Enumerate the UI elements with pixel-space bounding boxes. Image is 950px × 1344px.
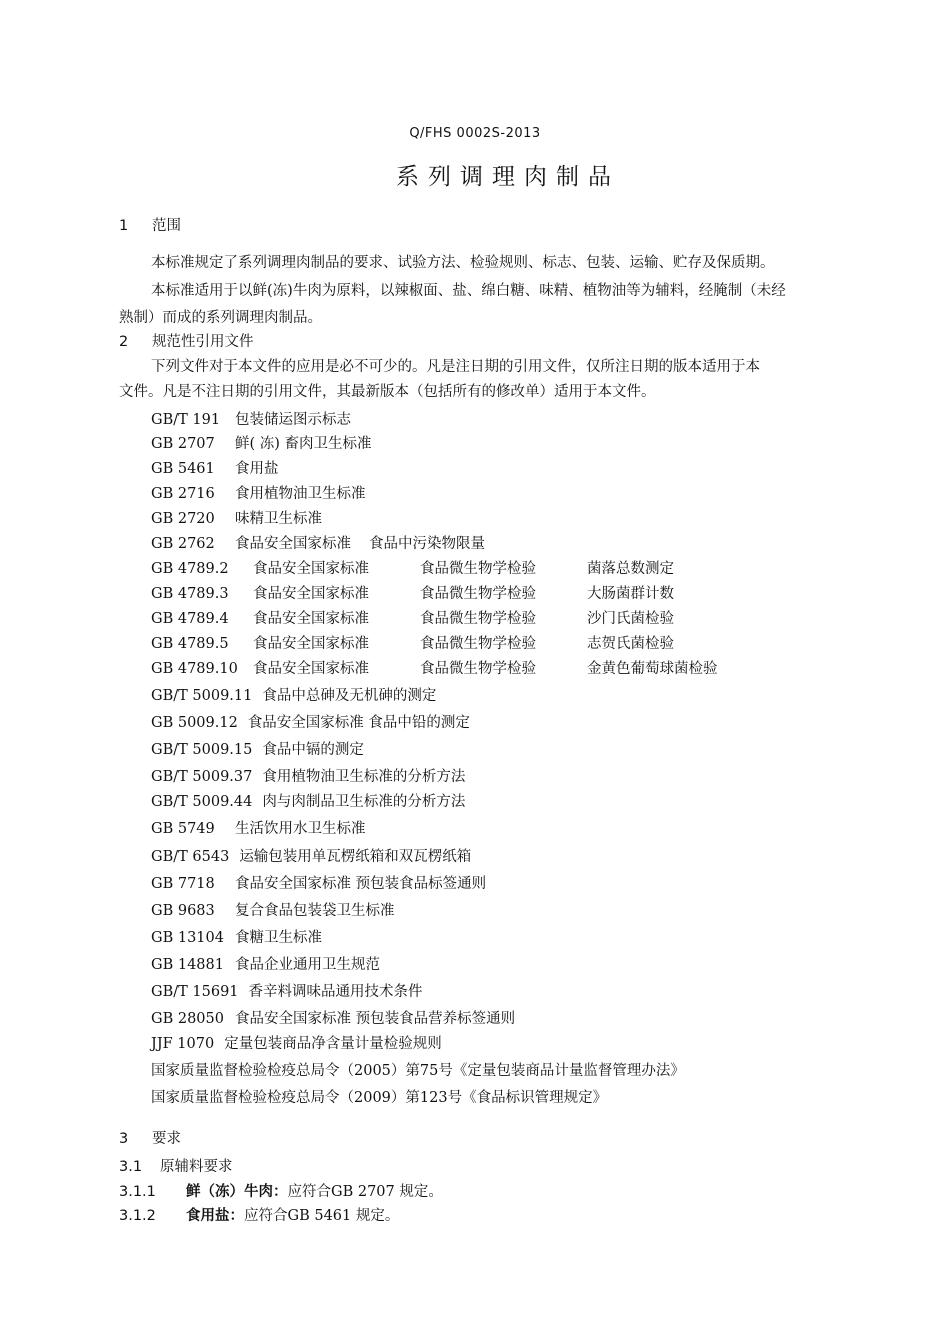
reference-code: GB/T 15691: [151, 984, 239, 1000]
reference-code: GB 2762: [151, 536, 215, 552]
section-1-heading: [119, 214, 181, 235]
reference-item: [151, 765, 465, 786]
reference-title-part: 食品安全国家标准 预包装食品营养标签通则: [235, 1011, 516, 1027]
reference-item: [151, 582, 674, 603]
reference-title-part: 定量包装商品净含量计量检验规则: [224, 1036, 442, 1052]
reference-code: GB/T 5009.11: [151, 688, 253, 704]
reference-title-part: 食品微生物学检验: [420, 636, 536, 652]
clause-text: 应符合GB 2707 规定。: [287, 1184, 443, 1200]
reference-code: GB/T 5009.37: [151, 769, 253, 785]
reference-title-part: 菌落总数测定: [587, 561, 674, 577]
reference-code: GB 5749: [151, 821, 215, 837]
reference-item: [151, 817, 366, 838]
section-number: 1: [119, 218, 129, 234]
reference-title-part: 生活饮用水卫生标准: [235, 821, 366, 837]
reference-title-part: 食用植物油卫生标准: [235, 486, 366, 502]
reference-item: [151, 1032, 442, 1053]
reference-title-part: 大肠菌群计数: [587, 586, 674, 602]
reference-item: [151, 980, 423, 1001]
reference-code: GB 2720: [151, 511, 215, 527]
reference-title-part: 食品微生物学检验: [420, 586, 536, 602]
reference-title-part: 食品安全国家标准: [253, 586, 369, 602]
reference-title-part: 包装储运图示标志: [235, 412, 351, 428]
reference-title-part: 食品微生物学检验: [420, 661, 536, 677]
reference-item: [151, 532, 485, 553]
reference-title-part: 食用植物油卫生标准的分析方法: [262, 769, 466, 785]
reference-code: GB 4789.10: [151, 661, 238, 677]
section-title: 要求: [152, 1131, 181, 1147]
reference-code: GB 28050: [151, 1011, 224, 1027]
reference-title-part: 食品安全国家标准: [253, 561, 369, 577]
reference-title-part: 鲜( 冻) 畜肉卫生标准: [235, 436, 372, 452]
reference-code: GB 14881: [151, 957, 224, 973]
reference-title-part: 食品微生物学检验: [420, 611, 536, 627]
standard-code: Q/FHS 0002S-2013: [409, 126, 541, 141]
reference-item: [151, 1007, 515, 1028]
reference-title-part: 食品安全国家标准 预包装食品标签通则: [235, 876, 487, 892]
reference-title-part: 志贺氏菌检验: [587, 636, 674, 652]
reference-code: GB/T 6543: [151, 849, 230, 865]
reference-item: [151, 926, 322, 947]
reference-item: [151, 408, 351, 429]
section-number: 3: [119, 1131, 129, 1147]
reference-code: GB/T 191: [151, 412, 221, 428]
reference-item: [151, 711, 470, 732]
section-3-heading: [119, 1127, 181, 1148]
document-title: 系列调理肉制品: [396, 164, 620, 190]
references-intro-line-1: 下列文件对于本文件的应用是必不可少的。凡是注日期的引用文件，仅所注日期的版本适用于本: [151, 359, 760, 375]
reference-item: [151, 557, 674, 578]
reference-code: GB 5461: [151, 461, 215, 477]
subsection-3-1-heading: [119, 1155, 233, 1176]
reference-code: GB 2707: [151, 436, 215, 452]
reference-title-part: 食用盐: [235, 461, 279, 477]
reference-item: [151, 432, 372, 453]
section-number: 2: [119, 334, 129, 350]
reference-item: [151, 607, 674, 628]
references-intro-line-2: 文件。凡是不注日期的引用文件，其最新版本（包括所有的修改单）适用于本文件。: [119, 384, 656, 400]
reference-item: [151, 845, 471, 866]
reference-item: [151, 872, 486, 893]
reference-code: GB 7718: [151, 876, 215, 892]
reference-title-part: 食品企业通用卫生规范: [235, 957, 380, 973]
reference-item: [151, 632, 674, 653]
reference-title-part: 复合食品包装袋卫生标准: [235, 903, 395, 919]
section-2-heading: [119, 330, 254, 351]
decree-2009: 国家质量监督检验检疫总局令（2009）第123号《食品标识管理规定》: [151, 1090, 608, 1106]
reference-title-part: 金黄色葡萄球菌检验: [587, 661, 718, 677]
clause-label: 食用盐：: [186, 1208, 244, 1224]
clause-3-1-1: [119, 1180, 443, 1201]
reference-code: GB 5009.12: [151, 715, 238, 731]
reference-title-part: 食品安全国家标准 食品中铅的测定: [247, 715, 470, 731]
reference-code: GB 9683: [151, 903, 215, 919]
reference-title-part: 味精卫生标准: [235, 511, 322, 527]
reference-item: [151, 684, 436, 705]
clause-3-1-2: [119, 1204, 399, 1225]
reference-title-part: 运输包装用单瓦楞纸箱和双瓦楞纸箱: [239, 849, 472, 865]
reference-title-part: 肉与肉制品卫生标准的分析方法: [262, 794, 466, 810]
section-title: 范围: [152, 218, 181, 234]
reference-title-part: 食品安全国家标准: [253, 636, 369, 652]
reference-title-part: 食品安全国家标准: [253, 611, 369, 627]
scope-paragraph-1: 本标准规定了系列调理肉制品的要求、试验方法、检验规则、标志、包装、运输、贮存及保质期。: [151, 255, 775, 271]
reference-code: JJF 1070: [151, 1036, 215, 1052]
reference-item: [151, 953, 380, 974]
clause-text: 应符合GB 5461 规定。: [244, 1208, 400, 1224]
reference-code: GB 13104: [151, 930, 224, 946]
reference-title-part: 食品安全国家标准: [253, 661, 369, 677]
reference-code: GB 4789.2: [151, 561, 229, 577]
reference-code: GB 4789.3: [151, 586, 229, 602]
reference-title-part: 食品安全国家标准: [235, 536, 351, 552]
scope-paragraph-2-line-1: 本标准适用于以鲜(冻)牛肉为原料，以辣椒面、盐、绵白糖、味精、植物油等为辅料，经腌制（未经: [151, 283, 786, 299]
reference-code: GB 4789.5: [151, 636, 229, 652]
scope-paragraph-2-line-2: 熟制）而成的系列调理肉制品。: [119, 310, 322, 326]
reference-title-part: 食糖卫生标准: [235, 930, 322, 946]
reference-code: GB/T 5009.44: [151, 794, 253, 810]
reference-code: GB 4789.4: [151, 611, 229, 627]
reference-title-part: 沙门氏菌检验: [587, 611, 674, 627]
reference-title-part: 食品微生物学检验: [420, 561, 536, 577]
reference-title-part: 食品中镉的测定: [262, 742, 364, 758]
decree-2005: 国家质量监督检验检疫总局令（2005）第75号《定量包装商品计量监督管理办法》: [151, 1063, 685, 1079]
reference-item: [151, 738, 364, 759]
reference-item: [151, 482, 366, 503]
reference-code: GB 2716: [151, 486, 215, 502]
section-title: 规范性引用文件: [152, 334, 254, 350]
clause-number: 3.1.2: [119, 1208, 156, 1224]
subsection-number: 3.1: [119, 1159, 143, 1175]
reference-code: GB/T 5009.15: [151, 742, 253, 758]
reference-item: [151, 507, 322, 528]
reference-title-part: 食品中总砷及无机砷的测定: [262, 688, 437, 704]
reference-item: [151, 790, 465, 811]
reference-item: [151, 457, 279, 478]
reference-title-part: 香辛料调味品通用技术条件: [248, 984, 423, 1000]
clause-label: 鲜（冻）牛肉：: [186, 1184, 288, 1200]
reference-item: [151, 899, 395, 920]
subsection-title: 原辅料要求: [160, 1159, 233, 1175]
reference-item: [151, 657, 718, 678]
reference-title-part: 食品中污染物限量: [369, 536, 485, 552]
clause-number: 3.1.1: [119, 1184, 156, 1200]
